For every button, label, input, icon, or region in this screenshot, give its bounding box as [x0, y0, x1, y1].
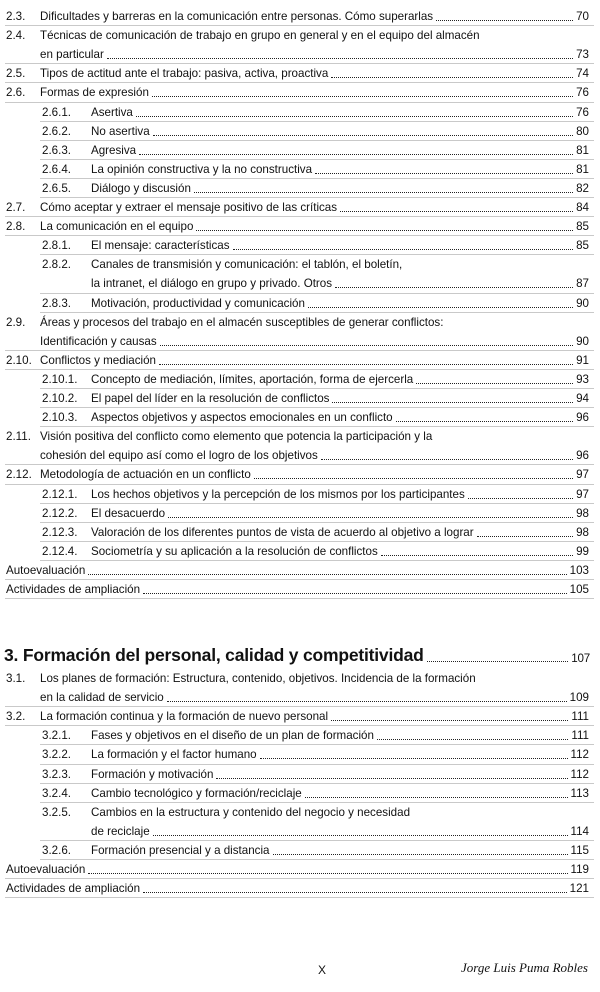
entry-number: 3.1. — [6, 672, 26, 685]
entry-number: 2.8.2. — [42, 258, 72, 272]
row-separator — [40, 764, 594, 765]
entry-title: Visión positiva del conflicto como elemento que potencia la participación y la — [40, 430, 433, 444]
toc-entry — [6, 200, 589, 215]
leader-dots — [88, 574, 566, 575]
entry-number: 2.11. — [6, 430, 31, 444]
leader-dots — [315, 173, 573, 174]
row-separator — [40, 522, 594, 523]
toc-entry-continuation — [6, 47, 589, 62]
toc-entry — [6, 467, 589, 482]
leader-dots — [332, 402, 573, 403]
toc-entry — [6, 315, 589, 330]
entry-page: 74 — [576, 67, 589, 81]
toc-entry — [42, 391, 589, 406]
entry-title: Formación y motivación — [91, 767, 214, 781]
leader-dots — [260, 758, 568, 759]
entry-number: 2.8. — [6, 220, 26, 234]
entry-page: 103 — [569, 563, 589, 577]
entry-page: 70 — [576, 10, 589, 23]
folio: X — [318, 963, 327, 977]
leader-dots — [273, 854, 568, 855]
entry-page: 85 — [576, 220, 589, 234]
entry-page: 115 — [570, 843, 589, 857]
entry-title: Valoración de los diferentes puntos de vista de acuerdo al objetivo a lograr — [91, 525, 474, 539]
entry-title: Diálogo y discusión — [91, 181, 191, 195]
row-separator — [5, 63, 594, 64]
entry-title: La formación continua y la formación de nuevo personal — [40, 710, 329, 724]
toc-entry-continuation — [42, 276, 589, 291]
row-separator — [5, 464, 594, 465]
row-separator — [5, 235, 594, 236]
entry-title: El desacuerdo — [91, 506, 166, 520]
toc-entry — [42, 410, 589, 425]
entry-page: 93 — [576, 372, 589, 386]
entry-title: Sociometría y su aplicación a la resolución de conflictos — [91, 544, 378, 558]
entry-title: Dificultades y barreras en la comunicación entre personas. Cómo superarlas — [40, 10, 434, 23]
entry-title: de reciclaje — [91, 824, 150, 838]
entry-title: Actividades de ampliación — [6, 583, 141, 596]
entry-page: 112 — [570, 767, 589, 781]
leader-dots — [381, 555, 573, 556]
entry-title: Actividades de ampliación — [6, 882, 141, 896]
entry-number: 3.2.1. — [42, 729, 72, 743]
entry-page: 99 — [576, 544, 589, 558]
leader-dots — [143, 892, 567, 893]
toc-entry — [6, 563, 589, 578]
row-separator — [40, 312, 594, 313]
entry-title: Fases y objetivos en el diseño de un plan de formación — [91, 729, 374, 743]
entry-page: 98 — [576, 506, 589, 520]
entry-title: Los planes de formación: Estructura, contenido, objetivos. Incidencia de la formación — [40, 672, 476, 685]
entry-title: La formación y el factor humano — [91, 748, 257, 762]
chapter-title: 3. Formación del personal, calidad y competitividad — [4, 645, 424, 665]
entry-title: Asertiva — [91, 105, 133, 119]
toc-entry — [6, 219, 589, 234]
leader-dots — [331, 720, 568, 721]
toc-entry — [42, 544, 589, 559]
entry-number: 3.2.3. — [42, 767, 72, 781]
entry-page: 80 — [576, 124, 589, 138]
entry-title: Autoevaluación — [6, 863, 86, 876]
entry-page: 81 — [576, 143, 589, 157]
leader-dots — [477, 536, 573, 537]
entry-page: 114 — [570, 824, 589, 838]
row-separator — [5, 897, 594, 898]
chapter-page: 107 — [571, 652, 590, 665]
entry-page: 105 — [569, 583, 589, 596]
leader-dots — [308, 307, 573, 308]
leader-dots — [233, 249, 574, 250]
entry-number: 2.8.3. — [42, 296, 72, 310]
toc-entry — [42, 105, 589, 120]
leader-dots — [194, 192, 573, 193]
leader-dots — [331, 77, 573, 78]
entry-title: Formas de expresión — [40, 86, 149, 100]
row-separator — [40, 541, 594, 542]
row-separator — [5, 579, 594, 580]
leader-dots — [321, 459, 573, 460]
leader-dots — [160, 345, 573, 346]
entry-number: 2.3. — [6, 10, 26, 23]
entry-title: El papel del líder en la resolución de conflictos — [91, 392, 330, 405]
entry-number: 2.6.4. — [42, 162, 72, 176]
row-separator — [40, 783, 594, 784]
toc-entry — [6, 429, 589, 444]
entry-page: 109 — [569, 691, 589, 705]
row-separator — [40, 840, 594, 841]
entry-number: 3.2.5. — [42, 805, 72, 819]
entry-title: El mensaje: características — [91, 239, 230, 253]
entry-page: 85 — [576, 239, 589, 253]
leader-dots — [377, 739, 568, 740]
row-separator — [40, 503, 594, 504]
author-name: Jorge Luis Puma Robles — [461, 960, 588, 975]
row-separator — [40, 388, 594, 389]
entry-title: Conflictos y mediación — [40, 353, 156, 367]
leader-dots — [139, 154, 573, 155]
leader-dots — [167, 701, 567, 702]
entry-title: Tipos de actitud ante el trabajo: pasiva, activa, proactiva — [40, 67, 329, 81]
toc-entry — [42, 506, 589, 521]
toc-entry — [6, 66, 589, 81]
entry-title: la intranet, el diálogo en grupo y privado. Otros — [91, 277, 333, 291]
toc-entry — [42, 487, 589, 502]
leader-dots — [340, 211, 573, 212]
row-separator — [5, 350, 594, 351]
toc-entry-continuation — [6, 334, 589, 349]
entry-page: 96 — [576, 411, 589, 425]
entry-number: 2.9. — [6, 315, 26, 329]
leader-dots — [216, 778, 567, 779]
leader-dots — [416, 383, 573, 384]
toc-entry — [42, 843, 589, 858]
entry-page: 94 — [576, 392, 589, 405]
entry-title: Áreas y procesos del trabajo en el almacén susceptibles de generar conflictos: — [40, 315, 444, 329]
entry-page: 98 — [576, 525, 589, 539]
toc-entry — [6, 85, 589, 100]
entry-page: 90 — [576, 334, 589, 348]
entry-title: La comunicación en el equipo — [40, 220, 194, 234]
entry-page: 119 — [570, 863, 589, 876]
toc-entry — [42, 728, 589, 743]
toc-entry — [42, 786, 589, 801]
toc-entry — [42, 124, 589, 139]
leader-dots — [196, 230, 573, 231]
entry-number: 3.2.2. — [42, 748, 72, 762]
entry-title: La opinión constructiva y la no constructiva — [91, 162, 313, 176]
entry-title: Canales de transmisión y comunicación: el tablón, el boletín, — [91, 258, 403, 272]
entry-page: 112 — [570, 748, 589, 762]
entry-title: Técnicas de comunicación de trabajo en grupo en general y en el equipo del almacén — [40, 29, 480, 43]
entry-number: 2.10.3. — [42, 411, 78, 425]
toc-entry — [6, 862, 589, 877]
entry-title: Autoevaluación — [6, 563, 86, 577]
entry-title: en la calidad de servicio — [40, 691, 164, 705]
entry-number: 3.2.6. — [42, 843, 72, 857]
leader-dots — [305, 797, 568, 798]
entry-title: Identificación y causas — [40, 334, 157, 348]
row-separator — [40, 426, 594, 427]
toc-entry — [42, 162, 589, 177]
toc-entry — [42, 372, 589, 387]
row-separator — [40, 140, 594, 141]
leader-dots — [396, 421, 573, 422]
row-separator — [40, 802, 594, 803]
entry-number: 2.12.4. — [42, 544, 78, 558]
entry-number: 2.6.5. — [42, 181, 72, 195]
entry-title: en particular — [40, 48, 104, 62]
leader-dots — [159, 364, 573, 365]
entry-title: Cambios en la estructura y contenido del negocio y necesidad — [91, 805, 411, 819]
entry-number: 2.6.3. — [42, 143, 72, 157]
chapter-heading — [4, 645, 590, 666]
entry-number: 2.6.1. — [42, 105, 72, 119]
entry-number: 2.5. — [6, 67, 26, 81]
entry-title: Agresiva — [91, 143, 137, 157]
leader-dots — [88, 873, 567, 874]
toc-entry — [6, 881, 589, 896]
toc-entry — [6, 353, 589, 368]
leader-dots — [152, 96, 573, 97]
entry-number: 2.10.2. — [42, 392, 78, 405]
toc-entry — [6, 28, 589, 43]
entry-page: 81 — [576, 162, 589, 176]
entry-page: 121 — [569, 882, 589, 896]
toc-entry — [42, 143, 589, 158]
leader-dots — [153, 835, 568, 836]
entry-number: 2.7. — [6, 201, 26, 214]
entry-page: 82 — [576, 181, 589, 195]
entry-page: 87 — [576, 277, 589, 291]
leader-dots — [107, 58, 573, 59]
entry-title: Cambio tecnológico y formación/reciclaje — [91, 786, 302, 800]
entry-page: 96 — [576, 449, 589, 463]
row-separator — [40, 744, 594, 745]
entry-title: Cómo aceptar y extraer el mensaje positivo de las críticas — [40, 201, 338, 214]
toc-entry — [42, 238, 589, 253]
leader-dots — [153, 135, 573, 136]
entry-page: 90 — [576, 296, 589, 310]
entry-number: 2.10.1. — [42, 372, 78, 386]
toc-entry — [42, 805, 589, 820]
leader-dots — [254, 478, 573, 479]
row-separator — [40, 197, 594, 198]
row-separator — [5, 706, 594, 707]
entry-number: 2.6.2. — [42, 124, 72, 138]
entry-number: 2.6. — [6, 86, 26, 100]
entry-number: 2.4. — [6, 29, 26, 43]
leader-dots — [468, 498, 573, 499]
entry-page: 97 — [576, 468, 589, 482]
entry-number: 2.12.1. — [42, 487, 78, 501]
entry-title: Motivación, productividad y comunicación — [91, 296, 305, 310]
leader-dots — [436, 20, 573, 21]
entry-number: 2.12.3. — [42, 525, 78, 539]
entry-page: 111 — [571, 729, 589, 743]
toc-entry — [6, 582, 589, 597]
row-separator — [5, 216, 594, 217]
row-separator — [5, 484, 594, 485]
row-separator — [40, 560, 594, 561]
toc-entry-continuation — [6, 690, 589, 705]
entry-page: 111 — [571, 710, 589, 724]
entry-number: 2.8.1. — [42, 239, 72, 253]
row-separator — [5, 725, 594, 726]
leader-dots — [143, 593, 567, 594]
entry-page: 76 — [576, 86, 589, 100]
entry-page: 97 — [576, 487, 589, 501]
toc-entry — [42, 257, 589, 272]
toc-entry-continuation — [6, 448, 589, 463]
toc-entry — [42, 767, 589, 782]
toc-entry — [6, 9, 589, 24]
entry-title: No asertiva — [91, 124, 150, 138]
row-separator — [40, 159, 594, 160]
entry-title: Aspectos objetivos y aspectos emocionales en un conflicto — [91, 411, 393, 425]
leader-dots — [427, 661, 569, 662]
entry-title: cohesión del equipo así como el logro de los objetivos — [40, 449, 318, 463]
row-separator — [40, 293, 594, 294]
toc-entry — [6, 671, 589, 686]
row-separator — [40, 121, 594, 122]
entry-number: 3.2. — [6, 710, 26, 724]
toc-entry — [42, 181, 589, 196]
entry-number: 2.12.2. — [42, 506, 78, 520]
toc-entry — [42, 525, 589, 540]
row-separator — [40, 254, 594, 255]
entry-page: 76 — [576, 105, 589, 119]
toc-entry — [42, 747, 589, 762]
entry-page: 91 — [576, 353, 589, 367]
entry-title: Metodología de actuación en un conflicto — [40, 468, 251, 482]
leader-dots — [168, 517, 573, 518]
row-separator — [40, 859, 594, 860]
row-separator — [5, 598, 594, 599]
row-separator — [40, 407, 594, 408]
toc-entry — [6, 709, 589, 724]
entry-title: Formación presencial y a distancia — [91, 843, 270, 857]
entry-number: 2.12. — [6, 468, 32, 482]
entry-page: 84 — [576, 201, 589, 214]
toc-entry — [42, 296, 589, 311]
row-separator — [5, 102, 594, 103]
leader-dots — [335, 287, 573, 288]
entry-page: 113 — [570, 786, 589, 800]
row-separator — [5, 878, 594, 879]
entry-number: 2.10. — [6, 353, 32, 367]
entry-page: 73 — [576, 48, 589, 62]
entry-title: Concepto de mediación, límites, aportación, forma de ejercerla — [91, 372, 414, 386]
row-separator — [5, 25, 594, 26]
entry-title: Los hechos objetivos y la percepción de los mismos por los participantes — [91, 487, 465, 501]
toc-entry-continuation — [42, 824, 589, 839]
entry-number: 3.2.4. — [42, 786, 72, 800]
row-separator — [5, 82, 594, 83]
leader-dots — [136, 116, 573, 117]
row-separator — [5, 369, 594, 370]
row-separator — [40, 178, 594, 179]
